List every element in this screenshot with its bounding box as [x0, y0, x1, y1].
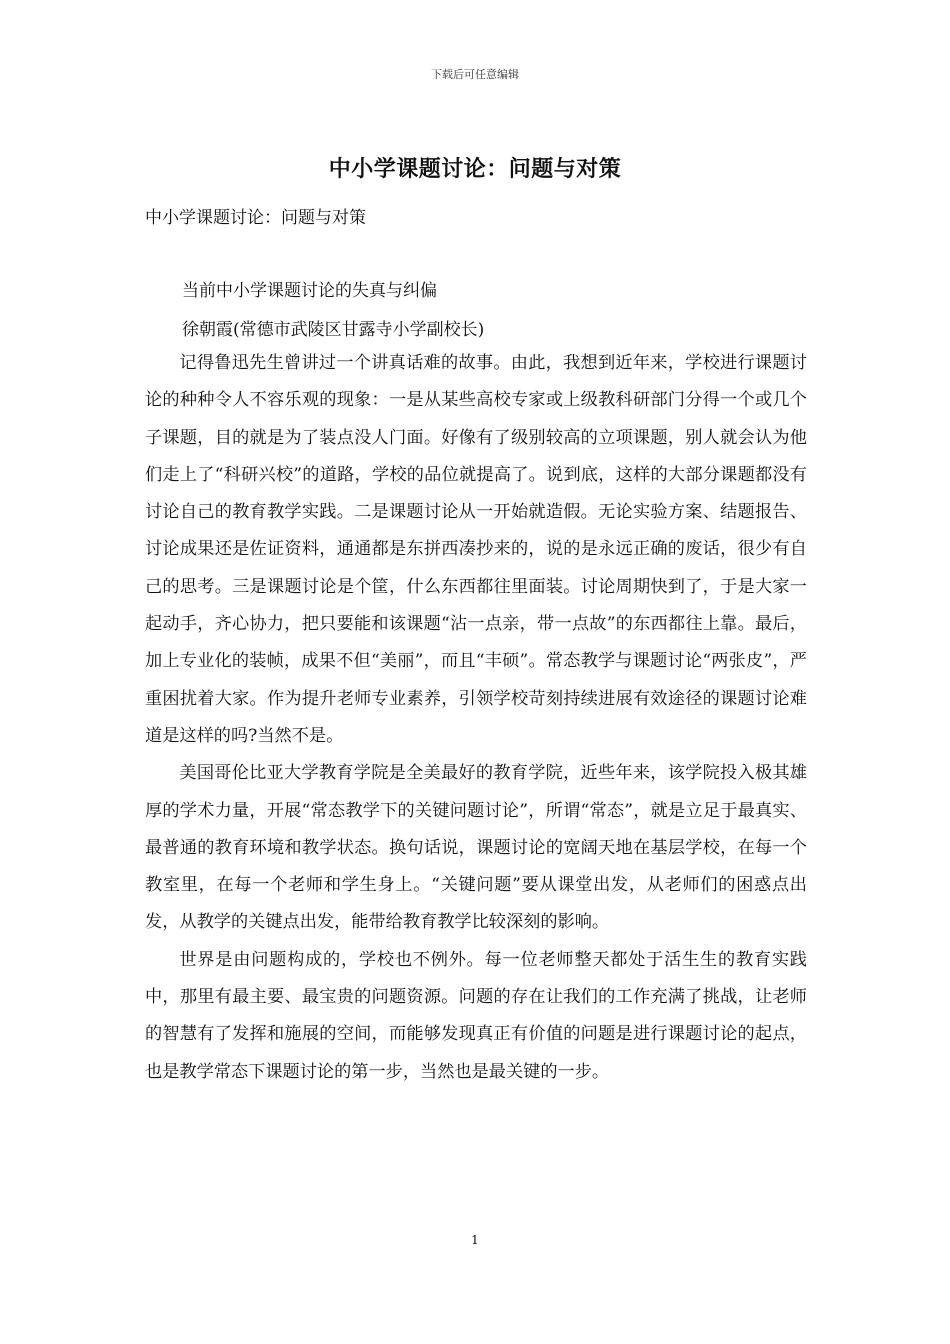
article-body: [145, 345, 807, 1091]
author-line: 徐朝霞(常德市武陵区甘露寺小学副校长): [182, 320, 485, 340]
page-header-note: 下载后可任意编辑: [431, 68, 519, 81]
body-paragraph: 美国哥伦比亚大学教育学院是全美最好的教育学院，近些年来，该学院投入极其雄厚的学术力量，开展“常态教学下的关键问题讨论”，所谓“常态”，就是立足于最真实、最普通的教育环境和教学状态。换句话说，课题讨论的宽阔天地在基层学校，在每一个教室里，在每一个老师和学生身上。“关键问题”要从课堂出发，从老师们的困惑点出发，从教学的关键点出发，能带给教育教学比较深刻的影响。: [145, 763, 807, 933]
page-number: 1: [471, 1233, 479, 1247]
document-subtitle: 中小学课题讨论：问题与对策: [145, 208, 366, 228]
body-paragraph: 世界是由问题构成的，学校也不例外。每一位老师整天都处于活生生的教育实践中，那里有最主要、最宝贵的问题资源。问题的存在让我们的工作充满了挑战，让老师的智慧有了发挥和施展的空间，而能够发现真正有价值的问题是进行课题讨论的起点，也是教学常态下课题讨论的第一步，当然也是最关键的一步。: [145, 949, 807, 1082]
body-paragraph: 记得鲁迅先生曾讲过一个讲真话难的故事。由此，我想到近年来，学校进行课题讨论的种种令人不容乐观的现象：一是从某些高校专家或上级教科研部门分得一个或几个子课题，目的就是为了装点没人门面。好像有了级别较高的立项课题，别人就会认为他们走上了“科研兴校”的道路，学校的品位就提高了。说到底，这样的大部分课题都没有讨论自己的教育教学实践。二是课题讨论从一开始就造假。无论实验方案、结题报告、讨论成果还是佐证资料，通通都是东拼西凑抄来的，说的是永远正确的废话，很少有自己的思考。三是课题讨论是个筐，什么东西都往里面装。讨论周期快到了，于是大家一起动手，齐心协力，把只要能和该课题“沾一点亲，带一点故”的东西都往上靠。最后，加上专业化的装帧，成果不但“美丽”，而且“丰硕”。常态教学与课题讨论“两张皮”，严重困扰着大家。作为提升老师专业素养，引领学校苛刻持续进展有效途径的课题讨论难道是这样的吗?当然不是。: [145, 353, 807, 746]
section-title: 当前中小学课题讨论的失真与纠偏: [182, 281, 437, 301]
document-title: 中小学课题讨论：问题与对策: [328, 156, 622, 182]
